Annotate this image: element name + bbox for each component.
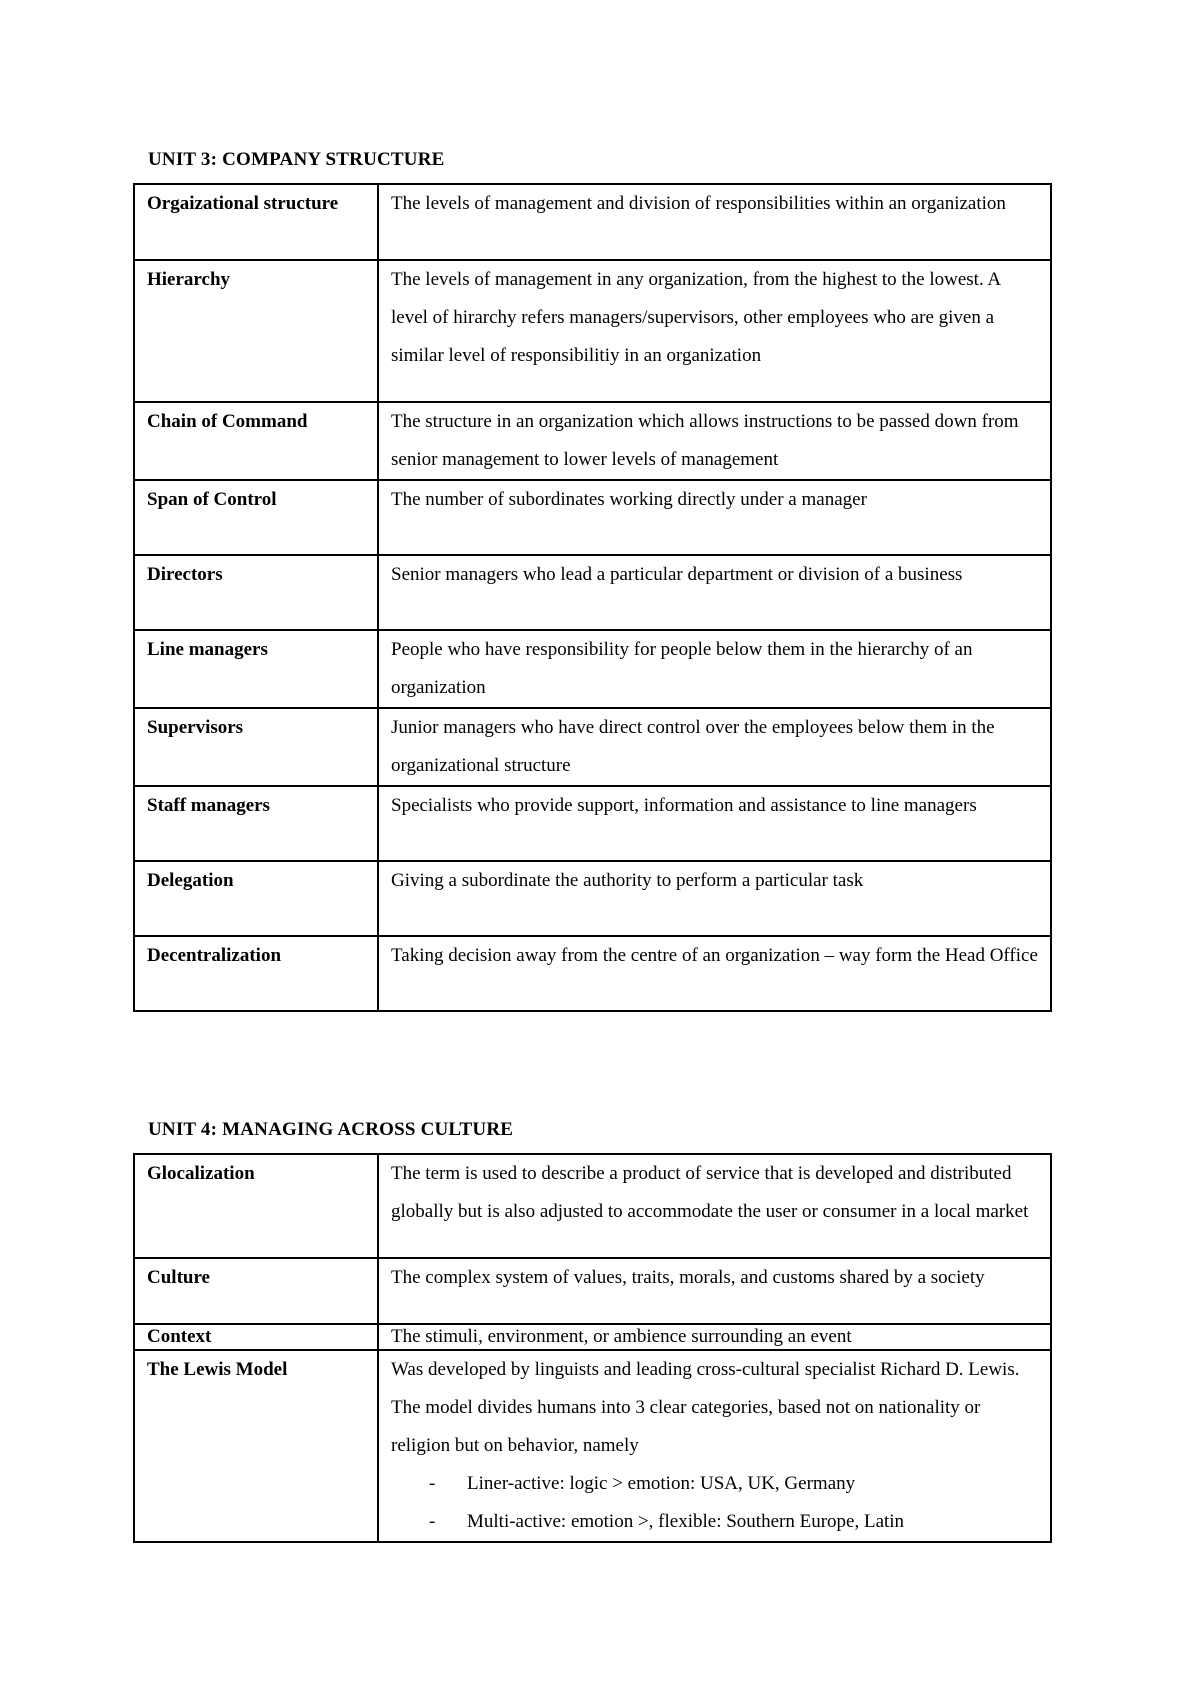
definition-cell: The number of subordinates working directly under a manager	[378, 480, 1051, 555]
table-row	[134, 786, 1051, 861]
unit4-glossary-table	[133, 1153, 1052, 1543]
definition-cell: The levels of management and division of responsibilities within an organization	[378, 184, 1051, 260]
unit4-title: UNIT 4: MANAGING ACROSS CULTURE	[148, 1119, 514, 1140]
table-row	[134, 1324, 1051, 1350]
table-row	[134, 1154, 1051, 1258]
term-cell: Line managers	[134, 630, 378, 708]
list-item-text: Liner-active: logic > emotion: USA, UK, Germany	[467, 1473, 856, 1494]
table-row	[134, 480, 1051, 555]
dash-marker: -	[429, 1511, 436, 1532]
term-cell: Decentralization	[134, 936, 378, 1011]
term-cell: Chain of Command	[134, 402, 378, 480]
term-cell: Supervisors	[134, 708, 378, 786]
term-cell: Culture	[134, 1258, 378, 1324]
definition-cell: Giving a subordinate the authority to perform a particular task	[378, 861, 1051, 936]
definition-cell: The complex system of values, traits, morals, and customs shared by a society	[378, 1258, 1051, 1324]
definition-cell: The stimuli, environment, or ambience surrounding an event	[378, 1324, 1051, 1350]
list-item	[429, 1465, 1040, 1503]
list-item-text: Multi-active: emotion >, flexible: Southern Europe, Latin	[467, 1511, 905, 1532]
term-cell: Hierarchy	[134, 260, 378, 402]
list-item	[429, 1503, 1040, 1541]
term-cell: The Lewis Model	[134, 1350, 378, 1542]
definition-cell: Specialists who provide support, information and assistance to line managers	[378, 786, 1051, 861]
definition-cell: People who have responsibility for people below them in the hierarchy of an organization	[378, 630, 1051, 708]
definition-cell	[378, 1350, 1051, 1542]
table-row	[134, 1350, 1051, 1542]
definition-cell: The term is used to describe a product of service that is developed and distributed globally but is also adjusted to accommodate the user or consumer in a local market	[378, 1154, 1051, 1258]
table-row	[134, 1258, 1051, 1324]
definition-cell: Junior managers who have direct control over the employees below them in the organizational structure	[378, 708, 1051, 786]
dash-marker: -	[429, 1473, 436, 1494]
definition-text: Was developed by linguists and leading cross-cultural specialist Richard D. Lewis. The model divides humans into 3 clear categories, based not on nationality or religion but on behavior, namely	[391, 1359, 1020, 1456]
table-row	[134, 708, 1051, 786]
table-row	[134, 861, 1051, 936]
table-row	[134, 555, 1051, 630]
term-cell: Orgaizational structure	[134, 184, 378, 260]
unit3-glossary-table	[133, 183, 1052, 1012]
term-cell: Glocalization	[134, 1154, 378, 1258]
table-row	[134, 936, 1051, 1011]
category-list	[391, 1465, 1040, 1541]
definition-cell: The levels of management in any organization, from the highest to the lowest. A level of hirarchy refers managers/supervisors, other employees who are given a similar level of responsibilitiy in an organization	[378, 260, 1051, 402]
term-cell: Directors	[134, 555, 378, 630]
term-cell: Delegation	[134, 861, 378, 936]
term-cell: Staff managers	[134, 786, 378, 861]
table-row	[134, 402, 1051, 480]
unit3-title: UNIT 3: COMPANY STRUCTURE	[148, 149, 445, 170]
table-row	[134, 184, 1051, 260]
table-row	[134, 630, 1051, 708]
definition-cell: Senior managers who lead a particular department or division of a business	[378, 555, 1051, 630]
term-cell: Span of Control	[134, 480, 378, 555]
term-cell: Context	[134, 1324, 378, 1350]
definition-cell: Taking decision away from the centre of an organization – way form the Head Office	[378, 936, 1051, 1011]
table-row	[134, 260, 1051, 402]
definition-cell: The structure in an organization which allows instructions to be passed down from senior management to lower levels of management	[378, 402, 1051, 480]
